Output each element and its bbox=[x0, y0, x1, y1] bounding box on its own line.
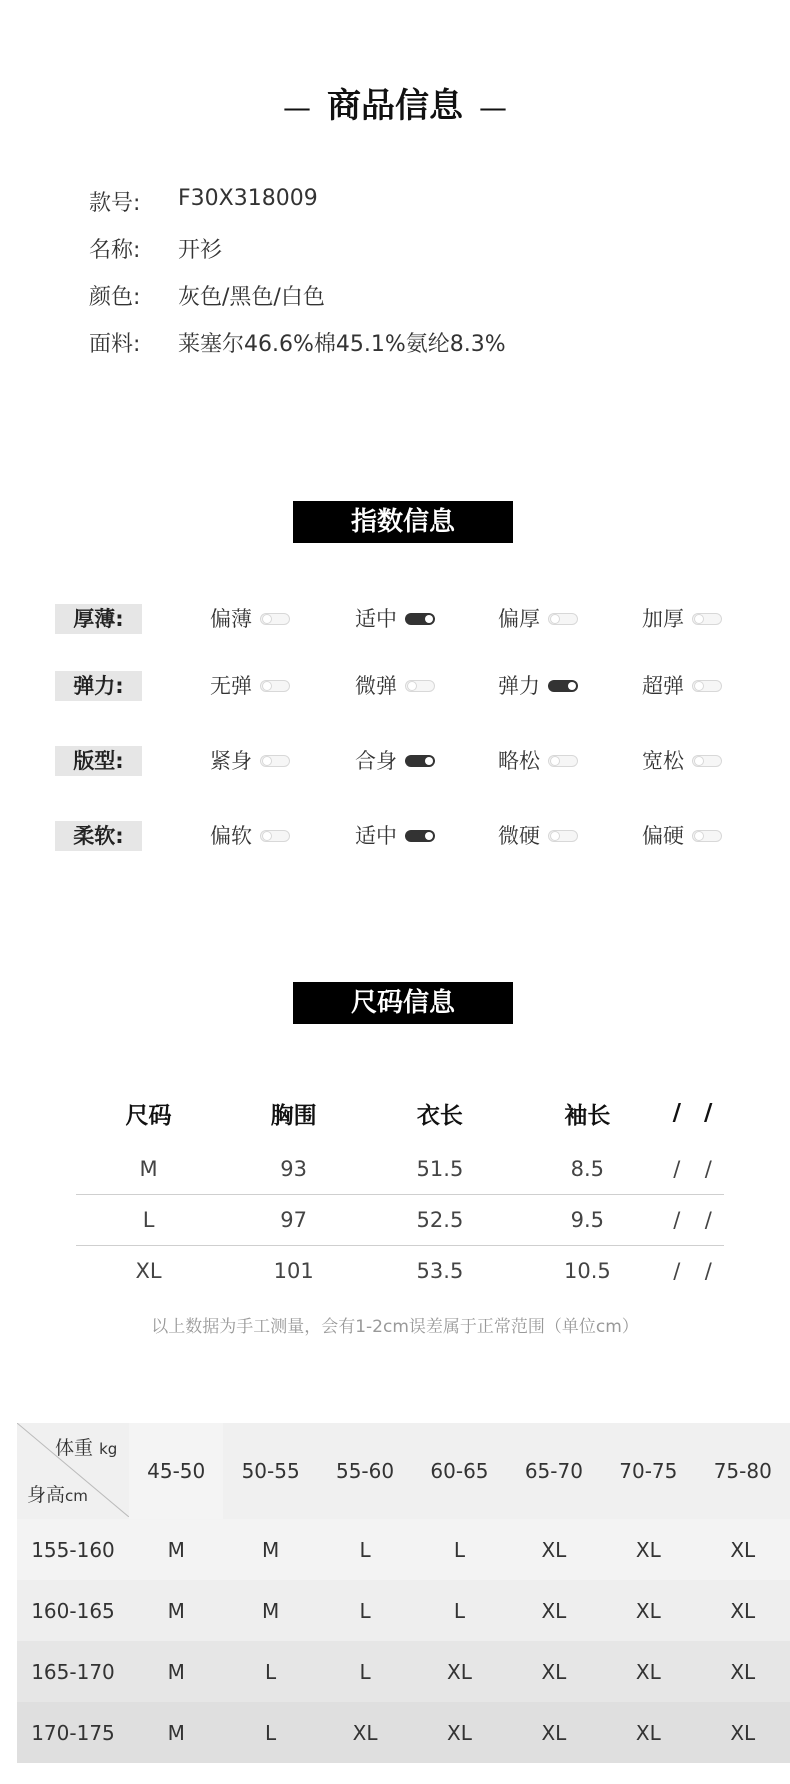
size-recommendation-table bbox=[17, 1423, 790, 1763]
index-option bbox=[355, 671, 435, 701]
index-option bbox=[498, 746, 578, 776]
size-recommend-cell: L bbox=[412, 1580, 506, 1641]
index-option bbox=[355, 821, 435, 851]
toggle-off-icon bbox=[260, 755, 290, 767]
size-cell: / bbox=[693, 1195, 724, 1246]
size-recommend-cell: XL bbox=[507, 1641, 601, 1702]
size-cell: / bbox=[693, 1246, 724, 1297]
index-row bbox=[0, 821, 790, 855]
size-header-cell: / bbox=[704, 1100, 713, 1126]
size-recommend-cell: L bbox=[223, 1641, 317, 1702]
height-range-cell: 160-165 bbox=[17, 1580, 129, 1641]
index-option bbox=[210, 746, 290, 776]
size-recommend-cell: XL bbox=[601, 1580, 695, 1641]
index-option-text: 略松 bbox=[498, 749, 540, 773]
size-cell: 93 bbox=[280, 1157, 308, 1181]
index-option-text: 宽松 bbox=[642, 749, 684, 773]
info-key: 名称: bbox=[89, 238, 141, 263]
toggle-on-icon bbox=[405, 613, 435, 625]
index-option bbox=[498, 671, 578, 701]
index-row-label: 弹力: bbox=[55, 671, 142, 701]
size-recommend-cell: XL bbox=[696, 1641, 790, 1702]
size-recommend-cell: XL bbox=[696, 1580, 790, 1641]
index-row bbox=[0, 604, 790, 638]
toggle-off-icon bbox=[692, 613, 722, 625]
index-option-text: 微硬 bbox=[498, 824, 540, 848]
size-recommend-cell: L bbox=[223, 1702, 317, 1763]
index-option bbox=[642, 604, 722, 634]
size-cell: M bbox=[139, 1157, 158, 1181]
weight-range-cell: 70-75 bbox=[601, 1423, 695, 1519]
index-option-text: 适中 bbox=[355, 607, 397, 631]
toggle-off-icon bbox=[260, 613, 290, 625]
size-cell: 53.5 bbox=[366, 1246, 513, 1297]
index-option bbox=[498, 604, 578, 634]
info-key: 面料: bbox=[89, 332, 141, 357]
size-recommend-cell: XL bbox=[696, 1519, 790, 1580]
size-header-cell: 尺码 bbox=[125, 1102, 172, 1129]
table-row bbox=[17, 1519, 790, 1580]
weight-unit: kg bbox=[99, 1440, 118, 1458]
index-option-text: 偏薄 bbox=[210, 607, 252, 631]
measurement-note: 以上数据为手工测量，会有1-2cm误差属于正常范围（单位cm） bbox=[151, 1317, 639, 1337]
size-table bbox=[76, 1082, 724, 1296]
weight-range-cell: 65-70 bbox=[507, 1423, 601, 1519]
recommendation-header-row bbox=[17, 1423, 790, 1519]
index-option-text: 偏厚 bbox=[498, 607, 540, 631]
index-option-text: 偏软 bbox=[210, 824, 252, 848]
size-recommend-cell: M bbox=[223, 1580, 317, 1641]
size-recommend-cell: M bbox=[129, 1702, 223, 1763]
weight-range-cell: 75-80 bbox=[696, 1423, 790, 1519]
size-recommend-cell: L bbox=[412, 1519, 506, 1580]
size-recommend-cell: XL bbox=[412, 1641, 506, 1702]
index-option-text: 无弹 bbox=[210, 674, 252, 698]
index-option bbox=[210, 671, 290, 701]
index-row-label: 厚薄: bbox=[55, 604, 142, 634]
toggle-off-icon bbox=[260, 830, 290, 842]
title-dash-right: — bbox=[479, 91, 507, 124]
index-row bbox=[0, 671, 790, 705]
weight-label bbox=[55, 1433, 117, 1460]
size-header-cell: 胸围 bbox=[270, 1102, 317, 1129]
size-recommend-cell: M bbox=[129, 1519, 223, 1580]
size-cell: / bbox=[661, 1246, 692, 1297]
size-recommend-cell: M bbox=[129, 1580, 223, 1641]
index-option-text: 紧身 bbox=[210, 749, 252, 773]
size-recommend-cell: XL bbox=[601, 1641, 695, 1702]
size-cell: 9.5 bbox=[514, 1195, 661, 1246]
index-option bbox=[498, 821, 578, 851]
weight-range-cell: 45-50 bbox=[129, 1423, 223, 1519]
size-cell: XL bbox=[76, 1246, 221, 1297]
toggle-off-icon bbox=[692, 830, 722, 842]
info-row-fabric bbox=[89, 327, 506, 374]
size-header-cell: 袖长 bbox=[564, 1102, 611, 1129]
index-option-text: 合身 bbox=[355, 749, 397, 773]
size-recommend-cell: L bbox=[318, 1641, 412, 1702]
toggle-on-icon bbox=[548, 680, 578, 692]
size-cell: 97 bbox=[221, 1195, 366, 1246]
table-row bbox=[17, 1580, 790, 1641]
size-recommend-cell: XL bbox=[507, 1702, 601, 1763]
size-cell: / bbox=[673, 1157, 681, 1181]
height-label bbox=[27, 1480, 88, 1507]
size-header-cell: 衣长 bbox=[416, 1102, 463, 1129]
index-option-text: 加厚 bbox=[642, 607, 684, 631]
info-row-style-no bbox=[89, 186, 506, 233]
size-cell: 8.5 bbox=[570, 1157, 605, 1181]
index-row bbox=[0, 746, 790, 780]
size-recommend-cell: XL bbox=[601, 1519, 695, 1580]
index-option bbox=[642, 821, 722, 851]
size-recommend-cell: XL bbox=[696, 1702, 790, 1763]
weight-range-cell: 55-60 bbox=[318, 1423, 412, 1519]
info-row-color bbox=[89, 280, 506, 327]
weight-range-cell: 60-65 bbox=[412, 1423, 506, 1519]
toggle-off-icon bbox=[692, 680, 722, 692]
index-option bbox=[210, 604, 290, 634]
toggle-off-icon bbox=[405, 680, 435, 692]
height-unit: cm bbox=[65, 1487, 88, 1505]
size-recommend-cell: M bbox=[223, 1519, 317, 1580]
index-option-text: 微弹 bbox=[355, 674, 397, 698]
product-info-list bbox=[89, 186, 506, 374]
table-row bbox=[17, 1641, 790, 1702]
index-option-text: 适中 bbox=[355, 824, 397, 848]
size-recommend-cell: XL bbox=[507, 1519, 601, 1580]
size-recommend-cell: XL bbox=[318, 1702, 412, 1763]
size-cell: 10.5 bbox=[514, 1246, 661, 1297]
index-row-label: 柔软: bbox=[55, 821, 142, 851]
toggle-off-icon bbox=[548, 755, 578, 767]
table-row bbox=[76, 1195, 724, 1246]
size-cell: 101 bbox=[221, 1246, 366, 1297]
weight-height-corner bbox=[17, 1423, 129, 1519]
size-recommend-cell: XL bbox=[601, 1702, 695, 1763]
size-cell: 51.5 bbox=[416, 1157, 464, 1181]
product-info-title-text: 商品信息 bbox=[327, 86, 463, 126]
size-cell: L bbox=[76, 1195, 221, 1246]
index-option bbox=[355, 746, 435, 776]
index-option-text: 弹力 bbox=[498, 674, 540, 698]
size-recommend-cell: L bbox=[318, 1519, 412, 1580]
index-option-text: 超弹 bbox=[642, 674, 684, 698]
info-value: 开衫 bbox=[178, 238, 223, 263]
toggle-off-icon bbox=[548, 613, 578, 625]
size-table-header bbox=[76, 1082, 724, 1144]
index-row-label: 版型: bbox=[55, 746, 142, 776]
toggle-on-icon bbox=[405, 755, 435, 767]
size-header-cell: / bbox=[672, 1100, 681, 1126]
size-cell: / bbox=[661, 1195, 692, 1246]
table-row bbox=[76, 1246, 724, 1297]
index-option bbox=[642, 746, 722, 776]
weight-range-cell: 50-55 bbox=[223, 1423, 317, 1519]
info-value: F30X318009 bbox=[178, 186, 318, 211]
info-key: 款号: bbox=[89, 191, 141, 216]
size-recommend-cell: M bbox=[129, 1641, 223, 1702]
index-option bbox=[642, 671, 722, 701]
index-option bbox=[210, 821, 290, 851]
toggle-off-icon bbox=[548, 830, 578, 842]
index-option bbox=[355, 604, 435, 634]
size-info-badge: 尺码信息 bbox=[293, 982, 513, 1024]
height-range-cell: 155-160 bbox=[17, 1519, 129, 1580]
height-range-cell: 170-175 bbox=[17, 1702, 129, 1763]
size-recommend-cell: XL bbox=[507, 1580, 601, 1641]
toggle-off-icon bbox=[692, 755, 722, 767]
info-key: 颜色: bbox=[89, 285, 141, 310]
size-recommend-cell: XL bbox=[412, 1702, 506, 1763]
size-cell: 52.5 bbox=[366, 1195, 513, 1246]
index-info-badge: 指数信息 bbox=[293, 501, 513, 543]
size-recommend-cell: L bbox=[318, 1580, 412, 1641]
toggle-off-icon bbox=[260, 680, 290, 692]
index-option-text: 偏硬 bbox=[642, 824, 684, 848]
info-value: 灰色/黑色/白色 bbox=[178, 285, 325, 310]
height-range-cell: 165-170 bbox=[17, 1641, 129, 1702]
height-label-text: 身高 bbox=[27, 1484, 66, 1506]
product-info-title bbox=[0, 78, 790, 127]
info-value: 莱塞尔46.6%棉45.1%氨纶8.3% bbox=[178, 332, 506, 357]
toggle-on-icon bbox=[405, 830, 435, 842]
size-cell: / bbox=[704, 1157, 712, 1181]
weight-label-text: 体重 bbox=[55, 1437, 94, 1459]
info-row-name bbox=[89, 233, 506, 280]
title-dash-left: — bbox=[283, 91, 311, 124]
table-row bbox=[17, 1702, 790, 1763]
table-row bbox=[76, 1144, 724, 1195]
